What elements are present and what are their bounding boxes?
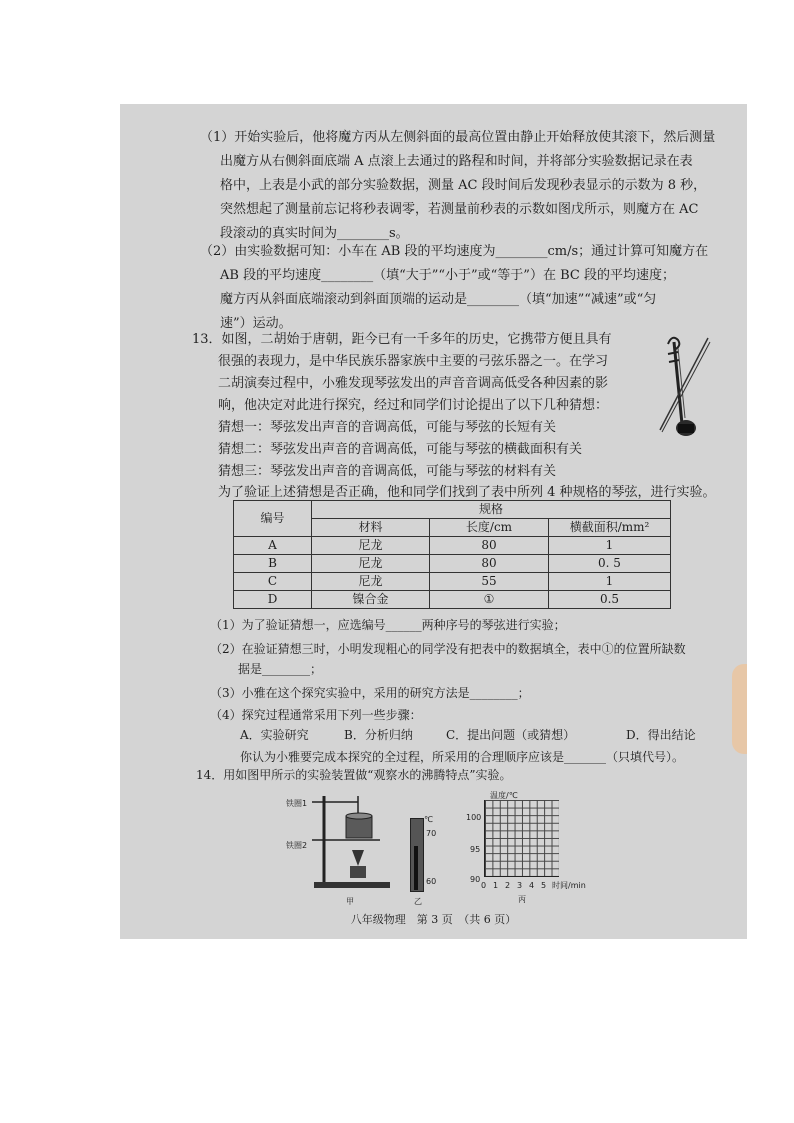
text-line: 你认为小雅要完成本探究的全过程，所采用的合理顺序应该是_______（只填代号）。 — [240, 750, 685, 764]
table-cell: C — [234, 573, 312, 591]
table-row — [234, 591, 671, 609]
thermometer-liquid — [414, 846, 418, 890]
figure-yi — [406, 812, 448, 907]
caption-jia: 甲 — [346, 897, 354, 906]
x-tick: 4 — [529, 881, 535, 890]
table-cell: 55 — [430, 573, 549, 591]
table-cell: 80 — [430, 555, 549, 573]
caption-bing: 丙 — [518, 895, 526, 904]
text-line: （2）由实验数据可知：小车在 AB 段的平均速度为________cm/s；通过计算可知魔方在 — [200, 244, 709, 259]
table-header: 长度/cm — [430, 519, 549, 537]
table-cell: 尼龙 — [312, 537, 430, 555]
table-cell: 尼龙 — [312, 555, 430, 573]
label-iron-ring-2: 铁圈2 — [286, 841, 308, 850]
q14-text: 14．用如图甲所示的实验装置做“观察水的沸腾特点”实验。 — [196, 768, 512, 782]
option-d: D．得出结论 — [626, 728, 696, 742]
table-header: 横截面积/mm² — [549, 519, 671, 537]
option-a: A．实验研究 — [240, 728, 309, 742]
y-axis-label: 温度/℃ — [490, 791, 518, 800]
text-line: 猜想二：琴弦发出声音的音调高低，可能与琴弦的横截面积有关 — [218, 442, 583, 457]
table-row — [234, 555, 671, 573]
string-spec-table — [233, 500, 671, 609]
text-line: （4）探究过程通常采用下列一些步骤： — [210, 708, 422, 722]
text-line: 响，他决定对此进行探究，经过和同学们讨论提出了以下几种猜想： — [218, 398, 609, 413]
figure-bing — [464, 788, 609, 908]
table-row — [234, 573, 671, 591]
text-line: 格中，上表是小武的部分实验数据，测量 AC 段时间后发现秒表显示的示数为 8 秒， — [220, 178, 707, 193]
table-cell: 80 — [430, 537, 549, 555]
photographed-page — [120, 104, 747, 939]
finger-edge — [732, 664, 747, 754]
page-footer: 八年级物理 第 3 页 （共 6 页） — [350, 913, 517, 926]
text-line: 出魔方从右侧斜面底端 A 点滚上去通过的路程和时间，并将部分实验数据记录在表 — [220, 154, 693, 169]
table-cell: 0. 5 — [549, 555, 671, 573]
text-line: 据是________； — [238, 662, 323, 676]
text-line: 猜想三：琴弦发出声音的音调高低，可能与琴弦的材料有关 — [218, 464, 557, 479]
text-line: （1）开始实验后，他将魔方丙从左侧斜面的最高位置由静止开始释放使其滚下，然后测量 — [200, 130, 716, 145]
table-header: 规格 — [312, 501, 671, 519]
table-cell: 尼龙 — [312, 573, 430, 591]
text-line: （1）为了验证猜想一，应选编号______两种序号的琴弦进行实验； — [210, 618, 566, 632]
text-line: 突然想起了测量前忘记将秒表调零，若测量前秒表的示数如图戊所示，则魔方在 AC — [220, 202, 699, 217]
tick-70: 70 — [426, 829, 437, 838]
erhu-illustration — [648, 328, 728, 444]
table-header: 编号 — [234, 501, 312, 537]
option-b: B．分析归纳 — [344, 728, 413, 742]
text-line: （3）小雅在这个探究实验中，采用的研究方法是________； — [210, 686, 530, 700]
table-cell: 镍合金 — [312, 591, 430, 609]
table-cell: ① — [430, 591, 549, 609]
empty-grid — [484, 800, 559, 877]
x-tick: 2 — [505, 881, 511, 890]
y-tick: 95 — [470, 845, 481, 854]
text-line: 为了验证上述猜想是否正确，他和同学们找到了表中所列 4 种规格的琴弦，进行实验。 — [218, 485, 716, 500]
thermometer-unit: ℃ — [424, 815, 433, 824]
text-line: 猜想一：琴弦发出声音的音调高低，可能与琴弦的长短有关 — [218, 420, 557, 435]
option-c: C．提出问题（或猜想） — [446, 728, 576, 742]
table-row — [234, 537, 671, 555]
text-line: 二胡演奏过程中，小雅发现琴弦发出的声音音调高低受各种因素的影 — [218, 376, 609, 391]
boiling-apparatus-drawing — [310, 794, 398, 894]
caption-yi: 乙 — [414, 897, 422, 906]
text-line: 速”）运动。 — [220, 316, 292, 331]
table-cell: B — [234, 555, 312, 573]
x-tick: 0 — [481, 881, 487, 890]
x-tick: 1 — [493, 881, 499, 890]
y-tick: 100 — [466, 813, 482, 822]
text-line: 段滚动的真实时间为________s。 — [220, 226, 409, 241]
table-header: 材料 — [312, 519, 430, 537]
table-cell: 1 — [549, 573, 671, 591]
x-tick: 5 — [541, 881, 547, 890]
label-iron-ring-1: 铁圈1 — [286, 799, 308, 808]
y-tick: 90 — [470, 875, 481, 884]
table-cell: 0.5 — [549, 591, 671, 609]
text-line: 很强的表现力，是中华民族乐器家族中主要的弓弦乐器之一。在学习 — [218, 354, 609, 369]
table-cell: D — [234, 591, 312, 609]
tick-60: 60 — [426, 877, 437, 886]
x-tick: 3 — [517, 881, 523, 890]
x-axis-label: 时间/min — [552, 881, 586, 890]
text-line: （2）在验证猜想三时，小明发现粗心的同学没有把表中的数据填全，表中①的位置所缺数 — [210, 642, 686, 656]
table-cell: A — [234, 537, 312, 555]
text-line: 魔方丙从斜面底端滚动到斜面顶端的运动是________（填“加速”“减速”或“匀 — [220, 292, 657, 307]
text-line: AB 段的平均速度________（填“大于”“小于”或“等于”）在 BC 段的平均速度； — [220, 268, 675, 283]
figure-jia — [286, 794, 398, 909]
text-line: 13．如图，二胡始于唐朝，距今已有一千多年的历史，它携带方便且具有 — [192, 332, 612, 347]
table-cell: 1 — [549, 537, 671, 555]
